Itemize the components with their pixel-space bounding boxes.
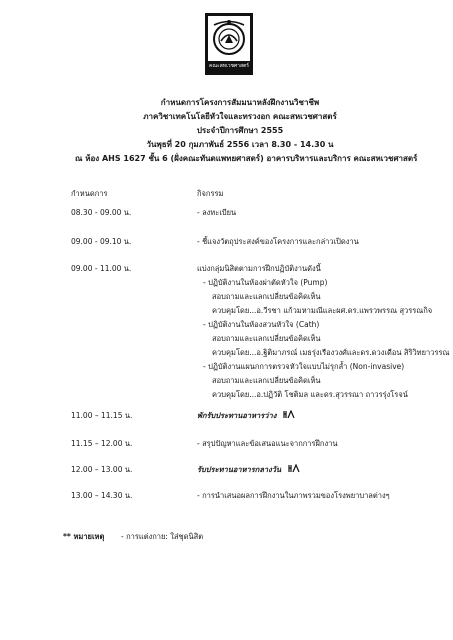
schedule-time: 09.00 - 09.10 น. (71, 237, 132, 246)
column-header-time: กำหนดการ (71, 189, 108, 198)
schedule-activity-line: ควบคุมโดย...อ.ฐิติมาภรณ์ เมธรุ่งเรืองวงศ์และดร.ดวงเดือน สิริวิทยาวรรณ (212, 348, 450, 357)
lunch-label: รับประทานอาหารกลางวัน (197, 465, 282, 474)
schedule-activity-line: - ปฏิบัติงานในห้องผ่าตัดหัวใจ (Pump) (203, 278, 328, 287)
schedule-activity-line: - ปฏิบัติงานในห้องสวนหัวใจ (Cath) (203, 320, 320, 329)
note-text: - การแต่งกาย: ใส่ชุดนิสิต (121, 532, 204, 541)
document-heading (75, 96, 418, 166)
emblem-icon (208, 16, 250, 61)
schedule-activity-line: แบ่งกลุ่มนิสิตตามการฝึกปฏิบัติงานดังนี้ (197, 264, 321, 273)
column-header-activity: กิจกรรม (197, 189, 224, 198)
schedule-break (197, 410, 295, 422)
schedule-time: 12.00 – 13.00 น. (71, 465, 133, 474)
note-label: ** หมายเหตุ (63, 532, 105, 541)
heading-venue: ณ ห้อง AHS 1627 ชั้น 6 (ฝั่งคณะทันตแพทยศาสตร์) อาคารบริหารและบริการ คณะสหเวชศาสตร์ (75, 154, 418, 163)
schedule-time: 09.00 - 11.00 น. (71, 264, 132, 273)
schedule-time: 11.00 – 11.15 น. (71, 411, 133, 420)
schedule-activity: - ลงทะเบียน (197, 208, 237, 217)
break-label: พักรับประทานอาหารว่าง (197, 411, 277, 420)
schedule-activity-line: ควบคุมโดย...อ.วีรชา แก้วมหามณีและผศ.ดร.แพรวพรรณ สุวรรณกิจ (212, 306, 433, 315)
schedule-activity-line: สอบถามและแลกเปลี่ยนข้อคิดเห็น (212, 334, 321, 343)
schedule-activity: - ชี้แจงวัตถุประสงค์ของโครงการและกล่าวเปิดงาน (197, 237, 359, 246)
emblem-caption: คณะสหเวชศาสตร์ (208, 61, 250, 72)
meal-icon (283, 410, 295, 419)
meal-icon (288, 464, 300, 473)
schedule-activity-line: ควบคุมโดย...อ.ปฏิวัติ โชติมล และดร.สุวรรณา ถาวรรุ่งโรจน์ (212, 390, 408, 399)
schedule-activity: - การนำเสนอผลการฝึกงานในภาพรวมของโรงพยาบาลต่างๆ (197, 491, 390, 500)
schedule-time: 13.00 – 14.30 น. (71, 491, 133, 500)
schedule-activity-line: สอบถามและแลกเปลี่ยนข้อคิดเห็น (212, 292, 321, 301)
schedule-activity: - สรุปปัญหาและข้อเสนอแนะจากการฝึกงาน (197, 439, 338, 448)
heading-department: ภาควิชาเทคโนโลยีหัวใจและทรวงอก คณะสหเวชศาสตร์ (143, 112, 337, 121)
schedule-lunch (197, 464, 300, 476)
heading-date-time: วันพุธที่ 20 กุมภาพันธ์ 2556 เวลา 8.30 - 14.30 น (146, 140, 334, 149)
heading-academic-year: ประจำปีการศึกษา 2555 (196, 126, 284, 135)
schedule-time: 11.15 – 12.00 น. (71, 439, 133, 448)
faculty-emblem-logo (205, 13, 253, 75)
schedule-activity-line: - ปฏิบัติงานแผนกการตรวจหัวใจแบบไม่รุกล้ำ (Non-invasive) (203, 362, 405, 371)
schedule-activity-line: สอบถามและแลกเปลี่ยนข้อคิดเห็น (212, 376, 321, 385)
heading-title: กำหนดการโครงการสัมมนาหลังฝึกงานวิชาชีพ (160, 98, 320, 107)
schedule-time: 08.30 - 09.00 น. (71, 208, 132, 217)
